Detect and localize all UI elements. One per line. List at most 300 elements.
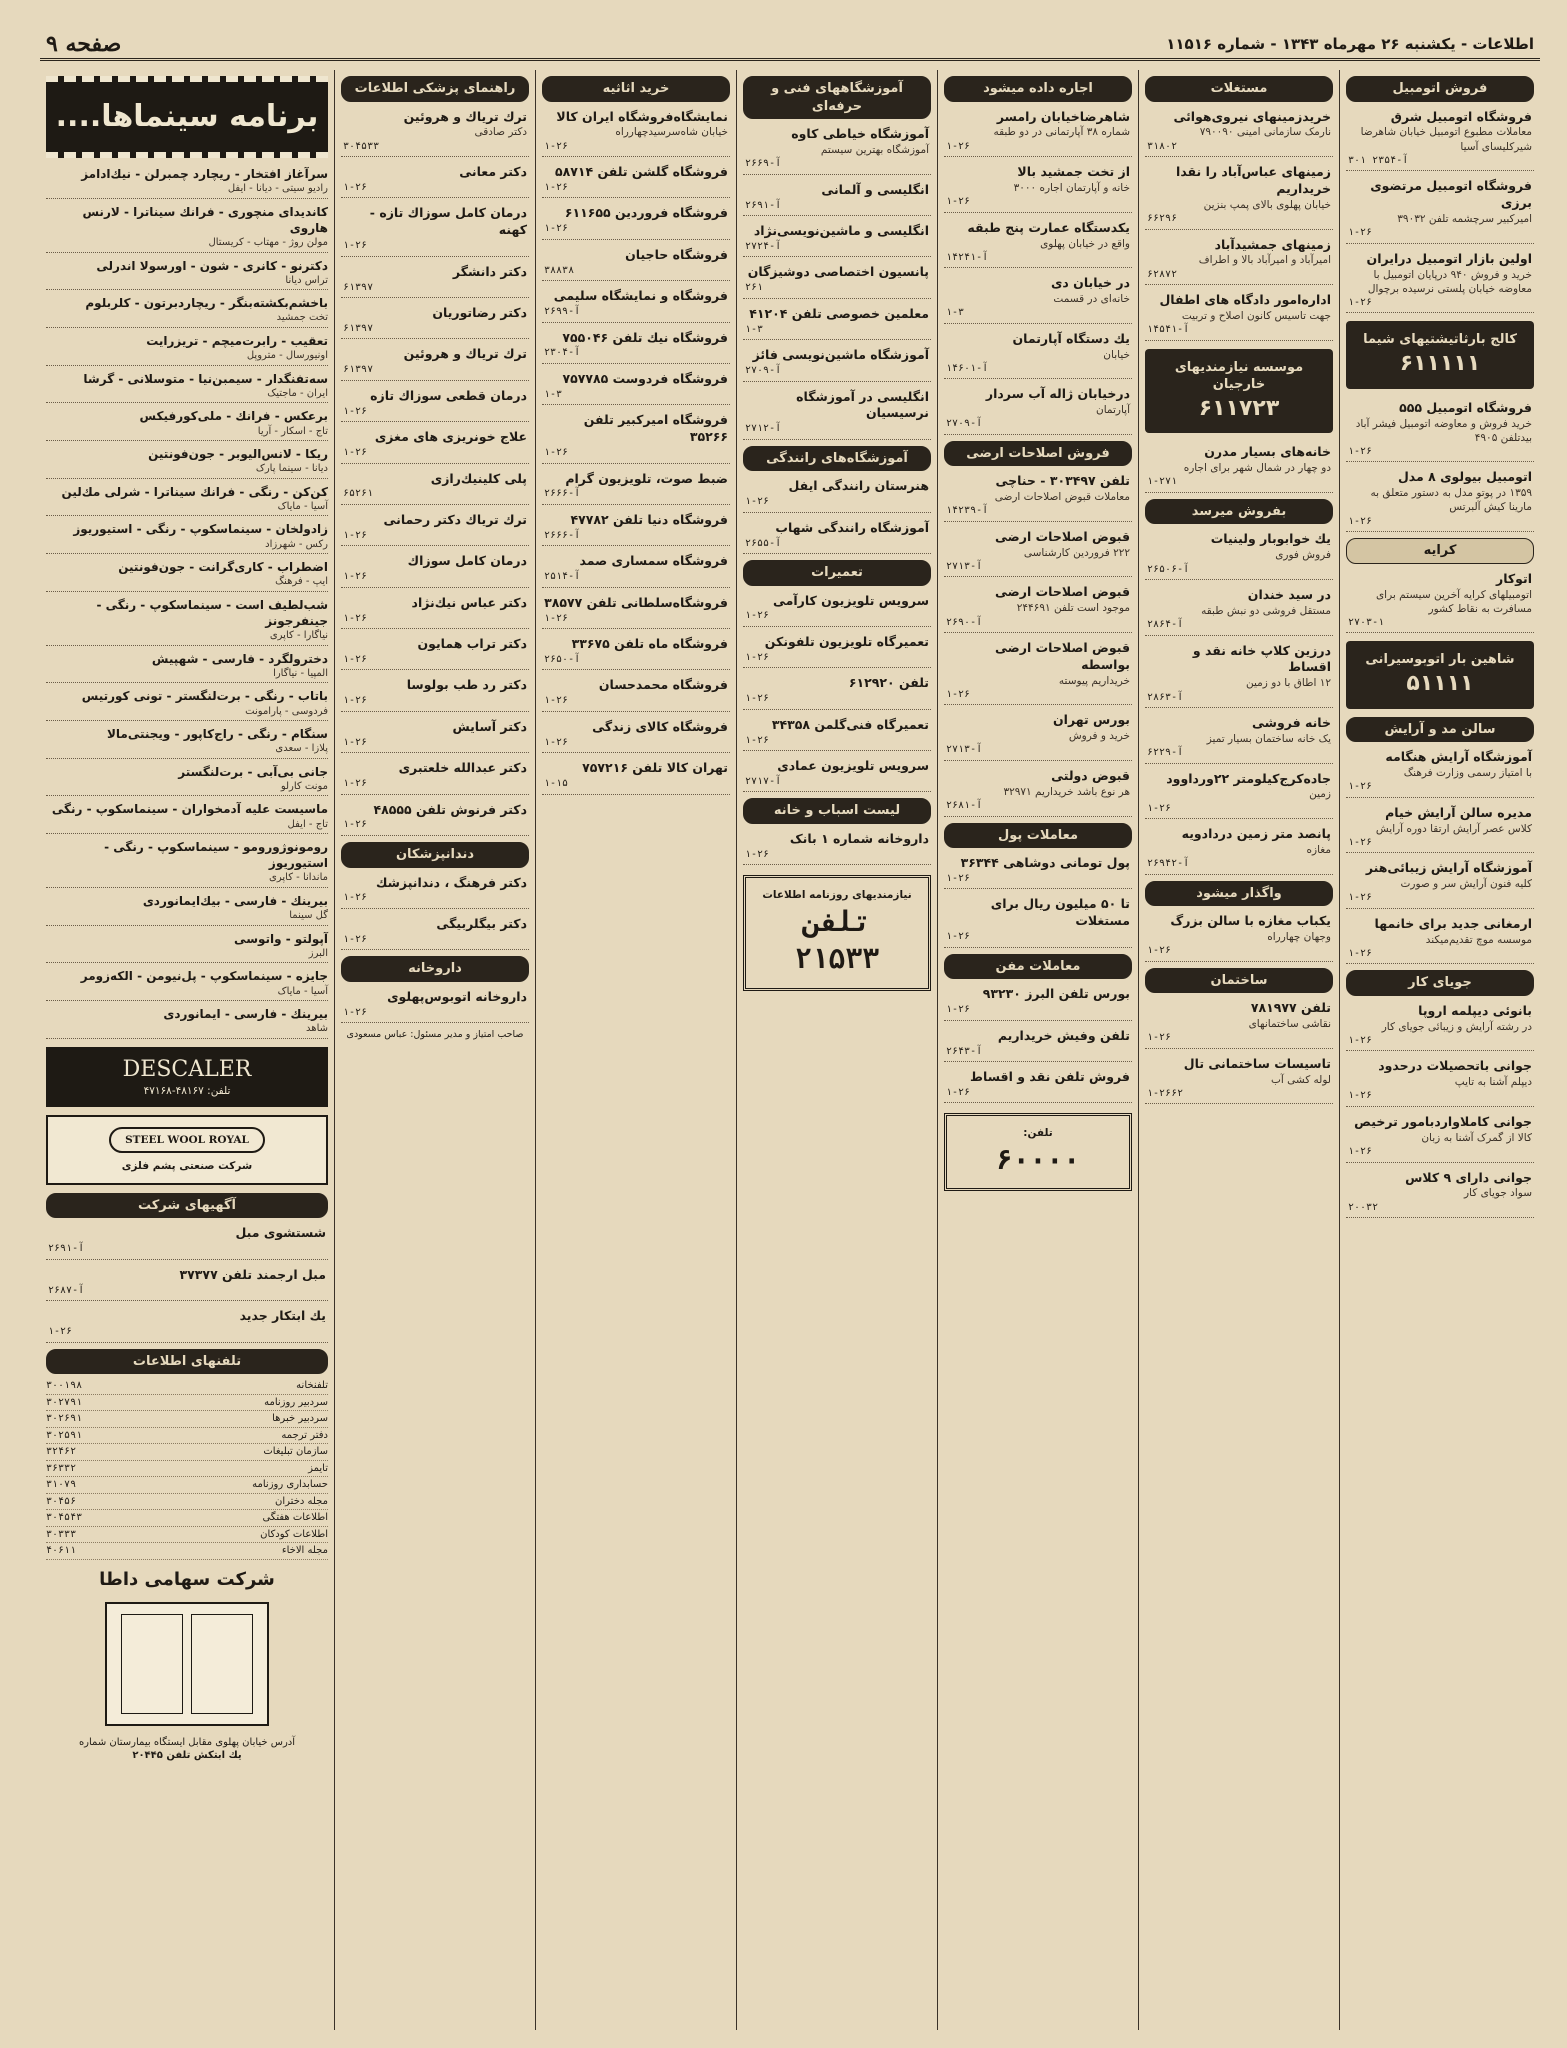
section-header: مستغلات bbox=[1145, 76, 1333, 102]
ad-title: آموزشگاه آرایش زیبائی‌هنر bbox=[1365, 860, 1532, 876]
ad-body: دیپلم آشنا به تایپ bbox=[1454, 1076, 1532, 1089]
cabinet-illustration bbox=[105, 1602, 269, 1726]
ad-body: خریداریم پیوسته bbox=[1058, 674, 1130, 687]
phone-label: تلفنخانه bbox=[296, 1380, 328, 1392]
ad-title: قبوض اصلاحات ارضی bbox=[995, 584, 1130, 600]
ad-code: ۱-۲۶ bbox=[343, 612, 368, 624]
ad-code: ۳۰۴۵۳۳ bbox=[343, 140, 380, 152]
ad-code: ۲۷۰۹-آ bbox=[745, 365, 782, 377]
phone-number: ۳۰۲۵۹۱ bbox=[46, 1429, 83, 1441]
ad-title: انگلیسی و ماشین‌نویسی‌نژاد bbox=[753, 223, 929, 239]
phone-row bbox=[46, 1527, 328, 1544]
classified-ad bbox=[542, 409, 730, 463]
ad-code: ۱-۲۶ bbox=[1147, 1032, 1172, 1044]
ad-code: ۱-۲۶ bbox=[1348, 836, 1373, 848]
classified-ad bbox=[542, 468, 730, 505]
ad-title: یکباب مغازه با سالن بزرگ bbox=[1170, 913, 1331, 929]
classified-ad bbox=[1145, 1053, 1333, 1105]
classified-ad bbox=[743, 517, 931, 554]
film-title: سنگام - رنگی - راج‌کاپور - ویجنتی‌مالا bbox=[106, 727, 328, 741]
ad-title: زمینهای جمشیدآباد bbox=[1214, 236, 1331, 252]
film-listing bbox=[46, 762, 328, 797]
classified-ad bbox=[944, 983, 1132, 1020]
classified-ad bbox=[1145, 768, 1333, 820]
ad-title: دکتر عبدالله خلعتبری bbox=[398, 760, 527, 776]
ad-body: خیابان bbox=[1103, 348, 1130, 361]
film-title: باتاب - رنگی - برت‌لنگستر - تونی کورتیس bbox=[81, 689, 328, 704]
ad-code: ۱-۲۶ bbox=[544, 447, 569, 459]
ad-title: جوانی باتحصیلات درحدود bbox=[1378, 1058, 1532, 1074]
film-listing bbox=[46, 482, 328, 517]
ad-title: تلفن ۳۰۳۴۹۷ - حناچی bbox=[995, 473, 1130, 489]
ad-title: دکتر معانی bbox=[459, 164, 527, 180]
ad-code: ۲۶۴۳-آ bbox=[946, 1045, 983, 1057]
ad-code: ۱-۲۶ bbox=[343, 529, 368, 541]
classified-ad bbox=[1346, 1000, 1534, 1052]
classified-ad bbox=[341, 550, 529, 587]
ad-code: ۲۷۲۴-آ bbox=[745, 240, 782, 252]
ad-body: فروش فوری bbox=[1275, 549, 1331, 562]
classified-ad bbox=[341, 986, 529, 1023]
classified-ad bbox=[944, 852, 1132, 889]
film-cinemas: ایپ - فرهنگ bbox=[275, 576, 328, 588]
classified-ad bbox=[743, 303, 931, 340]
film-listing bbox=[46, 293, 328, 328]
classified-ad bbox=[743, 590, 931, 627]
film-listing bbox=[46, 966, 328, 1001]
classified-ad bbox=[743, 828, 931, 865]
classified-ad bbox=[542, 285, 730, 322]
column-medical bbox=[334, 70, 535, 2030]
section-header: تلفنهای اطلاعات bbox=[46, 1349, 328, 1375]
ad-code: ۲۶۱ bbox=[745, 282, 764, 294]
ad-title: درمان قطعی سوزاك تازه bbox=[370, 387, 527, 403]
ad-code: ۱-۲۶ bbox=[745, 496, 770, 508]
ad-title: آموزشگاه آرایش هنگامه bbox=[1385, 749, 1532, 765]
classified-ad bbox=[743, 672, 931, 709]
classified-ad bbox=[1145, 712, 1333, 764]
column-furniture bbox=[535, 70, 736, 2030]
classified-ad bbox=[1346, 568, 1534, 634]
film-title: سرآغاز افتخار - ریچارد چمبرلن - نیك‌ادامز bbox=[81, 167, 328, 181]
classified-ad bbox=[944, 581, 1132, 633]
film-cinemas: المپیا - نیاگارا bbox=[273, 667, 328, 679]
ad-title: تا ۵۰ میلیون ریال برای مستغلات bbox=[990, 896, 1130, 929]
section-header: لیست اسباب و خانه bbox=[743, 798, 931, 824]
film-cinemas: آسیا - مایاک bbox=[277, 500, 328, 512]
ad-code: ۲۷۱۲-آ bbox=[745, 423, 782, 435]
film-listing bbox=[46, 649, 328, 684]
phone-row bbox=[46, 1411, 328, 1428]
ad-code: ۱-۲۶ bbox=[544, 223, 569, 235]
ad-code: ۱-۲۶ bbox=[1348, 445, 1373, 457]
classified-ad bbox=[542, 592, 730, 629]
film-listing bbox=[46, 331, 328, 366]
film-listing bbox=[46, 1004, 328, 1039]
classified-ad bbox=[944, 765, 1132, 817]
ad-title: درمان کامل سوزاك bbox=[407, 553, 527, 569]
classified-ad bbox=[743, 261, 931, 298]
classified-ad bbox=[1346, 1167, 1534, 1219]
phone-row bbox=[46, 1378, 328, 1395]
ad-title: دکتر فرنوش تلفن ۴۸۵۵۵ bbox=[373, 801, 527, 817]
ad-code: ۱۴۲۳۹-آ bbox=[946, 505, 989, 517]
section-header: داروخانه bbox=[341, 956, 529, 982]
ad-code: ۲۶۹۹-آ bbox=[544, 306, 581, 318]
film-listing bbox=[46, 406, 328, 441]
ad-title: تعمیرگاه فنی‌گلمن ۳۴۳۵۸ bbox=[771, 716, 929, 732]
film-listing bbox=[46, 256, 328, 291]
ad-code: ۲۶۹۱-آ bbox=[745, 199, 782, 211]
ad-body: مستقل فروشی دو نبش طبقه bbox=[1201, 604, 1331, 617]
film-cinemas: شاهد bbox=[306, 1023, 328, 1035]
film-cinemas: البرز bbox=[308, 947, 328, 959]
classified-ad bbox=[46, 1305, 328, 1342]
classified-ad bbox=[542, 161, 730, 198]
ad-body: دکتر صادقی bbox=[474, 126, 527, 139]
ad-title: معلمین خصوصی تلفن ۴۱۲۰۴ bbox=[749, 305, 929, 321]
ad-body: موجود است تلفن ۲۴۴۶۹۱ bbox=[1016, 602, 1130, 615]
phone-row bbox=[46, 1461, 328, 1478]
ad-code: ۲۸۶۴-آ bbox=[1147, 619, 1184, 631]
ad-body: معاملات مطبوع اتومبیل خیابان شاهرضا شیرکلیسای آسیا bbox=[1360, 126, 1532, 153]
column-rent bbox=[937, 70, 1138, 2030]
ad-code: ۱-۲۶ bbox=[343, 405, 368, 417]
ad-title: فروش تلفن نقد و اقساط bbox=[970, 1069, 1130, 1084]
classified-ad bbox=[1145, 528, 1333, 580]
ad-code: ۲۷۱۳-آ bbox=[946, 560, 983, 572]
phone-label: سردبیر خبرها bbox=[272, 1413, 328, 1425]
classified-ad bbox=[1346, 913, 1534, 965]
classified-ad bbox=[542, 202, 730, 239]
ad-title: سرویس تلویزیون عمادی bbox=[777, 758, 929, 774]
columns bbox=[40, 70, 1540, 2030]
ad-title: فروشگاه گلشن تلفن ۵۸۷۱۴ bbox=[555, 164, 728, 180]
film-listing bbox=[46, 891, 328, 926]
ad-code: ۱-۳ bbox=[745, 323, 764, 335]
film-title: اضطراب - کاری‌گرانت - جون‌فونتین bbox=[118, 560, 328, 575]
film-title: بیرینك - فارسی - ایمانوردی bbox=[163, 1007, 328, 1021]
ad-box: کالج بارثاتیشتیهای شیما ۶۱۱۱۱۱ bbox=[1346, 321, 1534, 388]
classified-ad bbox=[1145, 910, 1333, 962]
classified-ad bbox=[743, 123, 931, 175]
classified-ad bbox=[1346, 248, 1534, 314]
film-cinemas: فردوسی - پارامونت bbox=[245, 705, 328, 717]
film-listing bbox=[46, 557, 328, 592]
ad-code: ۱-۲۶ bbox=[343, 695, 368, 707]
phone-label: اطلاعات هفتگی bbox=[262, 1512, 328, 1524]
section-header: تعمیرات bbox=[743, 560, 931, 586]
ad-code: ۱-۲۶ bbox=[343, 933, 368, 945]
ad-title: قبوض دولتی bbox=[1051, 767, 1130, 783]
classified-ad bbox=[542, 327, 730, 364]
ad-code: ۱-۲۶ bbox=[1348, 1090, 1373, 1102]
film-title: دخترولگرد - فارسی - شهپیش bbox=[151, 651, 328, 666]
ad-code: ۲۵۱۴-آ bbox=[544, 571, 581, 583]
column-real-estate bbox=[1138, 70, 1339, 2030]
section-header: آموزشگاههای فنی و حرفه‌ای bbox=[743, 76, 931, 119]
ad-title: فروشگاه اتومبیل مرتضوی برزی bbox=[1370, 178, 1532, 211]
ad-title: تلفن ۷۸۱۹۷۷ bbox=[1250, 1000, 1331, 1016]
ad-title: یکدستگاه عمارت پنج طبقه bbox=[967, 219, 1130, 235]
classified-ad bbox=[341, 592, 529, 629]
classified-ad bbox=[341, 343, 529, 380]
classified-ad bbox=[542, 674, 730, 711]
newspaper-page bbox=[40, 30, 1540, 2030]
film-title: دکترنو - کانری - شون - اورسولا اندرلی bbox=[96, 258, 328, 273]
ad-code: ۱-۲۶۶۲ bbox=[1147, 1087, 1184, 1099]
ad-code: ۲۶۸۱-آ bbox=[946, 800, 983, 812]
ad-code: ۱-۲۶ bbox=[1348, 781, 1373, 793]
classified-ad bbox=[542, 106, 730, 158]
ad-body: کالا از گمرک آشنا به زبان bbox=[1421, 1131, 1532, 1144]
ad-code: ۱-۲۶ bbox=[745, 734, 770, 746]
ad-body: در رشته آرایش و زیبائی جویای کار bbox=[1381, 1020, 1532, 1033]
ad-body: نارمک سازمانی امینی ۷۹۰۰۹۰ bbox=[1199, 126, 1331, 139]
ad-title: درزین کلاپ خانه نقد و اقساط bbox=[1192, 642, 1331, 675]
ad-code: ۱-۲۶ bbox=[343, 447, 368, 459]
ad-code: ۱-۲۶ bbox=[343, 653, 368, 665]
section-header: معاملات مفن bbox=[944, 954, 1132, 980]
ad-body: زمین bbox=[1309, 788, 1331, 801]
classified-ad bbox=[1346, 1111, 1534, 1163]
ad-code: ۶۵۲۶۱ bbox=[343, 488, 374, 500]
ad-title: اولین بازار اتومبیل درایران bbox=[1366, 250, 1532, 266]
section-header: فروش اصلاحات ارضی bbox=[944, 441, 1132, 467]
ad-title: فروشگاه فردوست ۷۵۷۷۸۵ bbox=[562, 370, 728, 386]
ad-code: ۱۴۵۴۱-آ bbox=[1147, 324, 1190, 336]
ad-body: وجهان چهارراه bbox=[1267, 931, 1331, 944]
phone-number: ۳۶۳۳۲ bbox=[46, 1462, 77, 1474]
film-title: کاندیدای منچوری - فرانك سیناترا - لارنس هاروی bbox=[82, 204, 328, 235]
film-cinemas: تخت جمشید bbox=[276, 312, 328, 324]
section-header: جویای کار bbox=[1346, 970, 1534, 996]
ad-title: دکتر عباس نیك‌نژاد bbox=[411, 594, 527, 610]
film-title: ریکا - لانس‌الیوبر - جون‌فونتین bbox=[148, 447, 328, 461]
ad-title: فروشگاه اتومبیل شرق bbox=[1390, 108, 1532, 124]
ad-code: ۶۱۳۹۷ bbox=[343, 322, 374, 334]
classified-ad bbox=[1346, 857, 1534, 909]
film-listing bbox=[46, 519, 328, 554]
ad-code: ۱-۲۶ bbox=[1348, 1146, 1373, 1157]
classified-ad bbox=[46, 1222, 328, 1259]
page-number: صفحه ۹ bbox=[46, 31, 122, 57]
ad-body: خرید فروش و معاوضه اتومبیل فیشر آباد بیدتلفن ۴۹۰۵ bbox=[1355, 417, 1532, 444]
ad-code: ۲۸۶۳-آ bbox=[1147, 691, 1184, 703]
ad-code: ۱-۲۶ bbox=[946, 196, 971, 208]
classified-ad bbox=[944, 328, 1132, 380]
phone-row bbox=[46, 1477, 328, 1494]
ad-title: جاده‌کرج‌کیلومتر ۲۲ورداوود bbox=[1166, 770, 1331, 786]
section-header: دندانپزشکان bbox=[341, 842, 529, 868]
film-cinemas: گل سینما bbox=[289, 910, 328, 922]
ad-title: در سید خندان bbox=[1247, 587, 1331, 603]
ad-title: انگلیسی در آموزشگاه نرسیسیان bbox=[796, 388, 929, 421]
phone-stamp: تلفن: ۶۰۰۰۰ bbox=[944, 1113, 1132, 1191]
film-listing bbox=[46, 799, 328, 834]
ad-title: دکتر آسایش bbox=[452, 718, 527, 734]
cinema-banner: برنامه سینماها.... bbox=[46, 76, 328, 158]
classified-ad bbox=[341, 509, 529, 546]
section-header: فروش اتومبیل bbox=[1346, 76, 1534, 102]
classified-ad bbox=[944, 893, 1132, 947]
ad-body: خانه‌ای در قسمت bbox=[1053, 293, 1130, 306]
phone-row bbox=[46, 1494, 328, 1511]
ad-code: ۱-۲۶ bbox=[544, 736, 569, 748]
ad-code: ۱-۲۶ bbox=[343, 892, 368, 904]
ad-body: خرید و فروش bbox=[1068, 730, 1130, 743]
classified-ad bbox=[542, 509, 730, 546]
ad-body: هر نوع باشد خریداریم ۳۲۹۷۱ bbox=[1003, 785, 1130, 798]
publisher-note: صاحب امتیاز و مدیر مسئول: عباس مسعودی bbox=[346, 1029, 524, 1041]
ad-code: ۱-۲۶ bbox=[1348, 227, 1373, 239]
film-listing bbox=[46, 724, 328, 759]
ad-title: پول تومانی دوشاهی ۳۶۳۴۴ bbox=[960, 855, 1130, 871]
section-header: اجاره داده میشود bbox=[944, 76, 1132, 102]
phone-row bbox=[46, 1543, 328, 1560]
film-listing bbox=[46, 686, 328, 721]
film-title: سه‌تفنگدار - سیمبن‌نیا - متوسلانی - گرشا bbox=[83, 371, 328, 386]
phone-label: اطلاعات کودکان bbox=[260, 1528, 328, 1540]
ad-title: تاسیسات ساختمانی تال bbox=[1183, 1055, 1331, 1071]
film-listing bbox=[46, 929, 328, 964]
ad-title: فروشگاه امیرکبیر تلفن ۳۵۲۶۶ bbox=[583, 412, 728, 445]
ad-code: ۱-۲۶ bbox=[946, 1086, 971, 1098]
ad-title: فروشگاه کالای زندگی bbox=[592, 718, 728, 734]
film-cinemas: دیانا - سینما پارک bbox=[255, 463, 328, 475]
classified-ad bbox=[1346, 802, 1534, 854]
descaler-ad: DESCALER تلفن: ۴۸۱۶۷-۴۷۱۶۸ bbox=[46, 1047, 328, 1107]
classified-ad bbox=[542, 244, 730, 281]
ad-title: بورس تلفن البرز ۹۳۲۳۰ bbox=[982, 986, 1130, 1002]
film-title: رومونوژورومو - سینماسکوپ - رنگی - استیوریوز bbox=[104, 840, 328, 871]
ad-code: ۱-۲۶ bbox=[946, 931, 971, 943]
classified-ad bbox=[1145, 997, 1333, 1049]
datta-title: شرکت سهامی داطا bbox=[99, 1568, 275, 1590]
ad-code: ۲۰۰۳۲ bbox=[1348, 1201, 1379, 1213]
phone-number: ۳۲۴۶۲ bbox=[46, 1446, 77, 1458]
ad-title: آموزشگاه رانندگی شهاب bbox=[775, 519, 929, 535]
ad-code: ۱-۲۶ bbox=[343, 778, 368, 790]
ad-title: ترك ترياك و هروئين bbox=[403, 346, 527, 362]
phone-number: ۳۰۴۵۶ bbox=[46, 1495, 77, 1507]
ad-body: شماره ۳۸ آپارتمانی در دو طبقه bbox=[993, 126, 1130, 139]
ad-title: جوانی کاملاواردبامور ترخیص bbox=[1354, 1113, 1532, 1129]
film-title: جانی بی‌آبی - برت‌لنگستر bbox=[178, 764, 328, 779]
classified-ad bbox=[944, 217, 1132, 269]
ad-code: ۱-۲۶ bbox=[544, 612, 569, 624]
film-cinemas: مونت کارلو bbox=[280, 780, 328, 792]
ad-title: داروخانه شماره ۱ بانک bbox=[789, 831, 929, 847]
ad-code: ۲۳۰۴-آ bbox=[544, 347, 581, 359]
ad-code: ۱۴۲۴۱-آ bbox=[946, 251, 989, 263]
classified-ad bbox=[341, 913, 529, 950]
ad-title: شاهرضاخیابان رامسر bbox=[996, 108, 1130, 124]
film-cinemas: پلازا - سعدی bbox=[275, 743, 328, 755]
classified-ad bbox=[944, 1025, 1132, 1062]
classified-ad bbox=[1145, 441, 1333, 493]
masthead-title: اطلاعات - یکشنبه ۲۶ مهرماه ۱۳۴۳ - شماره ۱۱۵۱۶ bbox=[1166, 35, 1534, 53]
ad-code: ۶۱۳۹۷ bbox=[343, 281, 374, 293]
film-cinemas: ایران - ماجتیک bbox=[267, 387, 328, 399]
ad-code: ۱-۲۶ bbox=[343, 571, 368, 583]
ad-body: ۱۲ اطاق با دو زمین bbox=[1246, 677, 1331, 690]
ad-title: فروشگاه دنیا تلفن ۴۷۷۸۲ bbox=[570, 511, 728, 527]
ad-title: اتومبیل بیولوی ۸ مدل bbox=[1397, 469, 1532, 485]
section-header: معاملات پول bbox=[944, 823, 1132, 849]
ad-title: یك خوابوبار ولینیات bbox=[1210, 531, 1331, 547]
ad-title: یك ابتكار جدید bbox=[239, 1308, 326, 1324]
classified-ad bbox=[743, 755, 931, 792]
ad-title: تعمیرگاه تلویزیون تلفونکن bbox=[764, 633, 929, 649]
ad-code: ۱-۲۶ bbox=[745, 651, 770, 663]
ad-body: امیرآباد و امیرآباد بالا و اطراف bbox=[1198, 254, 1331, 267]
ad-body: کلیه فنون آرایش سر و صورت bbox=[1400, 878, 1532, 891]
classified-ad bbox=[1346, 106, 1534, 172]
classified-ad bbox=[1346, 746, 1534, 798]
ad-title: فروشگاه محمدحسان bbox=[598, 677, 728, 693]
film-cinemas: رادیو سیتی - دیانا - ایفل bbox=[227, 183, 328, 195]
phone-label: تایمز bbox=[308, 1462, 328, 1474]
column-cinema bbox=[40, 70, 334, 2030]
classified-ad bbox=[743, 631, 931, 668]
ad-title: مدیره سالن آرایش خیام bbox=[1385, 804, 1532, 820]
ad-body: نقاشی ساختمانهای bbox=[1248, 1018, 1331, 1031]
classified-ad bbox=[341, 799, 529, 836]
film-listing bbox=[46, 202, 328, 253]
ad-title: ترك ترياك و هروئين bbox=[403, 108, 527, 124]
phone-number: ۳۰۰۱۹۸ bbox=[46, 1380, 83, 1392]
ad-title: پانصد متر زمین دردادویه bbox=[1181, 826, 1331, 842]
ad-code: ۱-۲۶ bbox=[343, 240, 368, 252]
film-cinemas: ماندانا - کاپری bbox=[269, 872, 328, 884]
film-listing bbox=[46, 444, 328, 479]
phone-number: ۳۰۲۶۹۱ bbox=[46, 1413, 83, 1425]
ad-title: تلفن وفیش خریداریم bbox=[997, 1027, 1130, 1043]
masthead bbox=[40, 30, 1540, 61]
ad-code: ۱-۲۶ bbox=[946, 140, 971, 152]
ad-body: با امتیاز رسمی وزارت فرهنگ bbox=[1403, 767, 1532, 779]
ad-code: ۶۶۲۹۶ bbox=[1147, 213, 1178, 225]
film-title: تعقیب - رابرت‌میچم - تریزرایت bbox=[146, 333, 328, 348]
ad-body: واقع در خیابان پهلوی bbox=[1040, 237, 1130, 250]
classified-ad bbox=[1346, 397, 1534, 463]
section-header: ساختمان bbox=[1145, 968, 1333, 994]
ad-body: موسسه موچ تقدیم‌میکند bbox=[1425, 933, 1532, 946]
section-header: سالن مد و آرایش bbox=[1346, 717, 1534, 743]
ad-code: ۲۶۶۶-آ bbox=[544, 529, 581, 541]
film-title: زادولخان - سینماسکوپ - رنگی - استیوریوز bbox=[73, 522, 328, 537]
ad-code: ۲۶۶۹-آ bbox=[745, 158, 782, 170]
classified-ad bbox=[341, 106, 529, 158]
film-listing bbox=[46, 369, 328, 404]
ad-title: اداره‌امور دادگاه های اطفال bbox=[1159, 292, 1331, 308]
ad-code: ۱-۲۷۱ bbox=[1147, 476, 1178, 488]
classifieds-stamp: نیازمندیهای روزنامه اطلاعات تلفن ۲۱۵۳۳ bbox=[743, 875, 931, 991]
ad-body: ۱۳۵۹ در پوتو مدل به دستور متعلق به مارینا کیش آلبرتس bbox=[1370, 487, 1532, 514]
classified-ad bbox=[341, 674, 529, 711]
ad-title: دکتر بیگلربیگی bbox=[436, 915, 527, 931]
classified-ad bbox=[341, 202, 529, 256]
ad-body: کلاس عصر آرایش ارتقا دوره آرایش bbox=[1375, 822, 1532, 835]
phone-number: ۳۰۲۷۹۱ bbox=[46, 1396, 83, 1408]
classified-ad bbox=[341, 261, 529, 298]
classified-ad bbox=[341, 633, 529, 670]
ad-title: ضبط صوت، تلویزیون گرام bbox=[565, 470, 728, 486]
section-header: راهنمای پزشکی اطلاعات bbox=[341, 76, 529, 102]
film-title: آپولتو - واتوسی bbox=[234, 931, 328, 946]
ad-title: درمان کامل سوزاك تازه - کهنه bbox=[369, 205, 527, 238]
